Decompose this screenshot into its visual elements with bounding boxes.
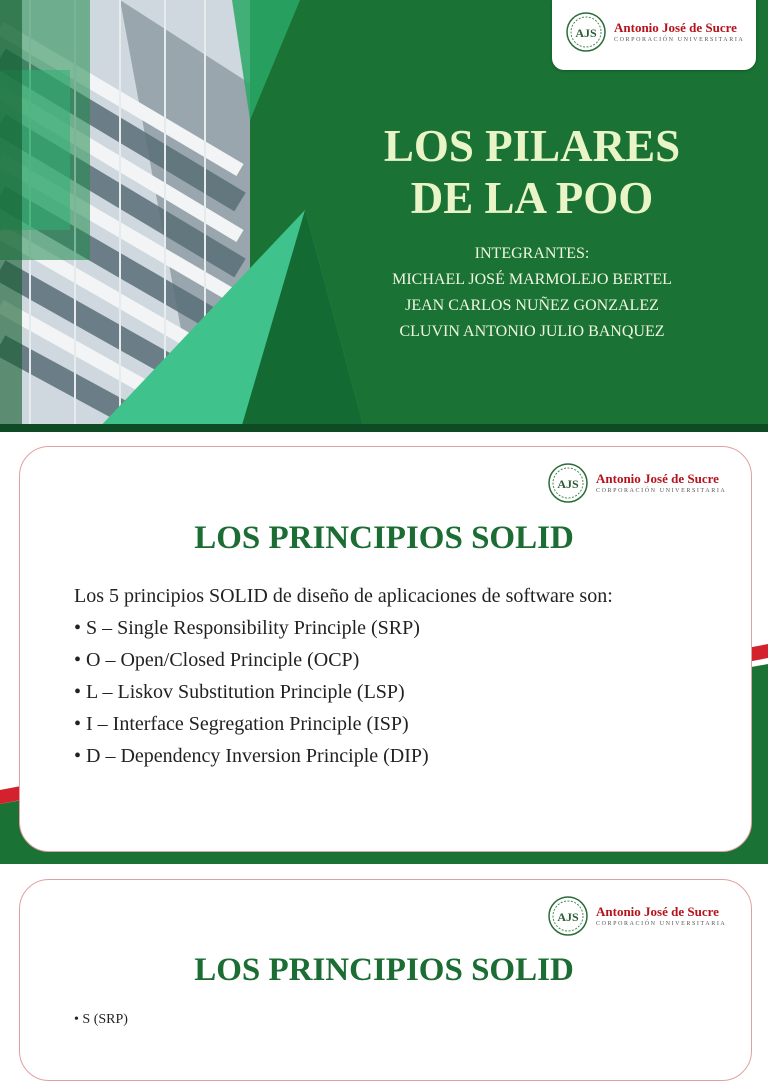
list-item: • S (SRP): [74, 1012, 128, 1027]
intro-text: Los 5 principios SOLID de diseño de aplicaciones de software son:: [74, 585, 613, 607]
member-name: CLUVIN ANTONIO JULIO BANQUEZ: [399, 323, 665, 340]
brand-subtitle: CORPORACIÓN UNIVERSITARIA: [614, 37, 745, 43]
slide-title: LOS PRINCIPIOS SOLID: [194, 952, 574, 988]
list-item: • S – Single Responsibility Principle (SRP): [74, 617, 420, 639]
solid-list: [74, 580, 613, 772]
title-line-2: DE LA POO: [410, 173, 654, 223]
slide-title: LOS PRINCIPIOS SOLID: [194, 520, 574, 556]
brand-name: Antonio José de Sucre: [596, 904, 719, 919]
logo-card: [552, 0, 756, 70]
list-item: • L – Liskov Substitution Principle (LSP): [74, 681, 405, 703]
brand-name: Antonio José de Sucre: [596, 471, 719, 486]
brand-name: Antonio José de Sucre: [614, 20, 737, 35]
university-logo: [548, 463, 726, 503]
seal-icon: [566, 12, 606, 52]
university-logo: [548, 896, 726, 936]
seal-letters: AJS: [557, 477, 579, 491]
seal-letters: AJS: [575, 26, 597, 40]
list-item: • O – Open/Closed Principle (OCP): [74, 649, 360, 671]
seal-icon: [548, 896, 588, 936]
members-block: [352, 241, 712, 345]
title-slide: [0, 0, 768, 432]
list-item: • D – Dependency Inversion Principle (DIP): [74, 745, 429, 767]
brand-subtitle: CORPORACIÓN UNIVERSITARIA: [596, 921, 727, 927]
members-heading: INTEGRANTES:: [474, 245, 590, 262]
seal-icon: [548, 463, 588, 503]
brand-subtitle: CORPORACIÓN UNIVERSITARIA: [596, 488, 727, 494]
bottom-band: [0, 424, 768, 432]
university-logo: [566, 12, 744, 52]
list-item: • I – Interface Segregation Principle (ISP): [74, 713, 409, 735]
slide-title: [352, 120, 712, 224]
title-line-1: LOS PILARES: [383, 121, 681, 171]
member-name: JEAN CARLOS NUÑEZ GONZALEZ: [405, 297, 659, 314]
member-name: MICHAEL JOSÉ MARMOLEJO BERTEL: [392, 271, 672, 288]
seal-letters: AJS: [557, 910, 579, 924]
